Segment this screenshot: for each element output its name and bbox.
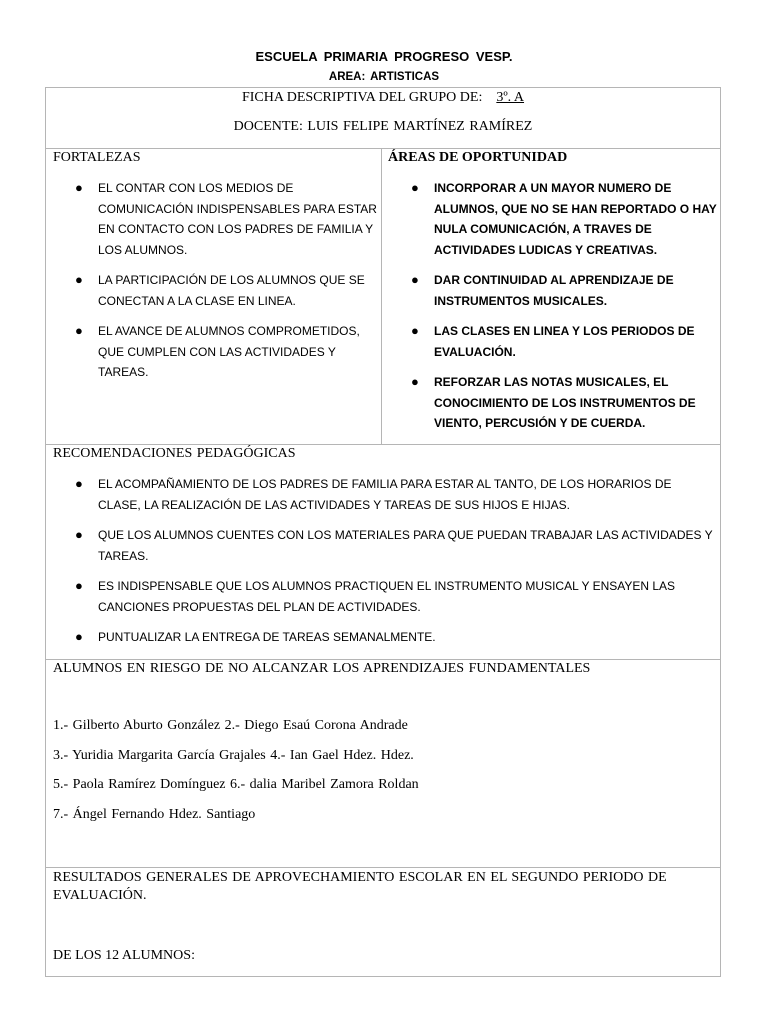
recommendations-list bbox=[75, 474, 716, 658]
list-item bbox=[75, 627, 716, 648]
opportunity-text: REFORZAR LAS NOTAS MUSICALES, EL CONOCIMIENTO DE LOS INSTRUMENTOS DE VIENTO, PERCUSIÓN Y DE CUERDA. bbox=[434, 375, 696, 430]
results-heading: RESULTADOS GENERALES DE APROVECHAMIENTO ESCOLAR EN EL SEGUNDO PERIODO DE EVALUACIÓN. bbox=[53, 870, 667, 903]
recommendation-text: QUE LOS ALUMNOS CUENTES CON LOS MATERIALES PARA QUE PUEDAN TRABAJAR LAS ACTIVIDADES Y TAREAS. bbox=[98, 528, 713, 563]
strengths-column bbox=[46, 149, 381, 444]
strengths-opportunities-row bbox=[45, 148, 721, 445]
bullet-icon: ● bbox=[75, 272, 83, 287]
bullet-icon: ● bbox=[411, 323, 419, 338]
bullet-icon: ● bbox=[75, 180, 83, 195]
list-item bbox=[411, 178, 724, 260]
list-item bbox=[75, 525, 716, 566]
student-count-line: DE LOS 12 ALUMNOS: bbox=[53, 948, 195, 963]
student-line: 5.- Paola Ramírez Domínguez 6.- dalia Maribel Zamora Roldan bbox=[53, 777, 419, 793]
opportunity-text: INCORPORAR A UN MAYOR NUMERO DE ALUMNOS, QUE NO SE HAN REPORTADO O HAY NULA COMUNICACIÓN, A TRAVES DE ACTIVIDADES LUDICAS Y CREATIVAS. bbox=[434, 181, 717, 257]
recommendations-row bbox=[45, 444, 721, 660]
results-row bbox=[45, 867, 721, 977]
strengths-heading: FORTALEZAS bbox=[53, 150, 141, 165]
bullet-icon: ● bbox=[75, 629, 83, 644]
bullet-icon: ● bbox=[75, 323, 83, 338]
opportunities-heading: ÁREAS DE OPORTUNIDAD bbox=[388, 150, 568, 165]
bullet-icon: ● bbox=[75, 527, 83, 542]
recommendation-text: PUNTUALIZAR LA ENTREGA DE TAREAS SEMANALMENTE. bbox=[98, 630, 436, 644]
student-line: 3.- Yuridia Margarita García Grajales 4.- Ian Gael Hdez. Hdez. bbox=[53, 747, 414, 763]
list-item bbox=[75, 474, 716, 515]
list-item bbox=[75, 178, 380, 260]
opportunities-column bbox=[382, 149, 720, 444]
group-value: 3º. A bbox=[496, 90, 525, 105]
bullet-icon: ● bbox=[411, 180, 419, 195]
at-risk-students-row bbox=[45, 659, 721, 868]
opportunity-text: LAS CLASES EN LINEA Y LOS PERIODOS DE EVALUACIÓN. bbox=[434, 324, 695, 359]
at-risk-student-list bbox=[53, 718, 419, 837]
teacher-line: DOCENTE: LUIS FELIPE MARTÍNEZ RAMÍREZ bbox=[233, 119, 533, 134]
recommendations-heading: RECOMENDACIONES PEDAGÓGICAS bbox=[53, 446, 296, 461]
student-line: 7.- Ángel Fernando Hdez. Santiago bbox=[53, 807, 256, 823]
list-item bbox=[411, 270, 724, 311]
list-item bbox=[411, 321, 724, 362]
area-subtitle: AREA: ARTISTICAS bbox=[328, 71, 440, 83]
list-item bbox=[75, 576, 716, 617]
group-title-line bbox=[46, 90, 720, 106]
opportunity-text: DAR CONTINUIDAD AL APRENDIZAJE DE INSTRUMENTOS MUSICALES. bbox=[434, 273, 674, 308]
bullet-icon: ● bbox=[411, 272, 419, 287]
school-title: ESCUELA PRIMARIA PROGRESO VESP. bbox=[255, 49, 513, 64]
bullet-icon: ● bbox=[411, 374, 419, 389]
list-item bbox=[75, 270, 380, 311]
bullet-icon: ● bbox=[75, 578, 83, 593]
strengths-list bbox=[75, 178, 380, 393]
strength-text: LA PARTICIPACIÓN DE LOS ALUMNOS QUE SE CONECTAN A LA CLASE EN LINEA. bbox=[98, 273, 365, 308]
student-line: 1.- Gilberto Aburto González 2.- Diego Esaú Corona Andrade bbox=[53, 718, 408, 733]
list-item bbox=[75, 321, 380, 383]
at-risk-heading: ALUMNOS EN RIESGO DE NO ALCANZAR LOS APRENDIZAJES FUNDAMENTALES bbox=[53, 661, 591, 676]
strength-text: EL AVANCE DE ALUMNOS COMPROMETIDOS, QUE CUMPLEN CON LAS ACTIVIDADES Y TAREAS. bbox=[98, 324, 360, 379]
recommendation-text: EL ACOMPAÑAMIENTO DE LOS PADRES DE FAMILIA PARA ESTAR AL TANTO, DE LOS HORARIOS DE CLASE, LA REALIZACIÓN DE LAS ACTIVIDADES Y TAREAS DE SUS HIJOS E HIJAS. bbox=[98, 477, 672, 512]
opportunities-list bbox=[411, 178, 724, 444]
group-header-row bbox=[45, 87, 721, 149]
bullet-icon: ● bbox=[75, 476, 83, 491]
strength-text: EL CONTAR CON LOS MEDIOS DE COMUNICACIÓN INDISPENSABLES PARA ESTAR EN CONTACTO CON LOS PADRES DE FAMILIA Y LOS ALUMNOS. bbox=[98, 181, 377, 257]
group-title-label: FICHA DESCRIPTIVA DEL GRUPO DE: bbox=[241, 90, 483, 105]
list-item bbox=[411, 372, 724, 434]
recommendation-text: ES INDISPENSABLE QUE LOS ALUMNOS PRACTIQUEN EL INSTRUMENTO MUSICAL Y ENSAYEN LAS CANCIONES PROPUESTAS DEL PLAN DE ACTIVIDADES. bbox=[98, 579, 676, 614]
